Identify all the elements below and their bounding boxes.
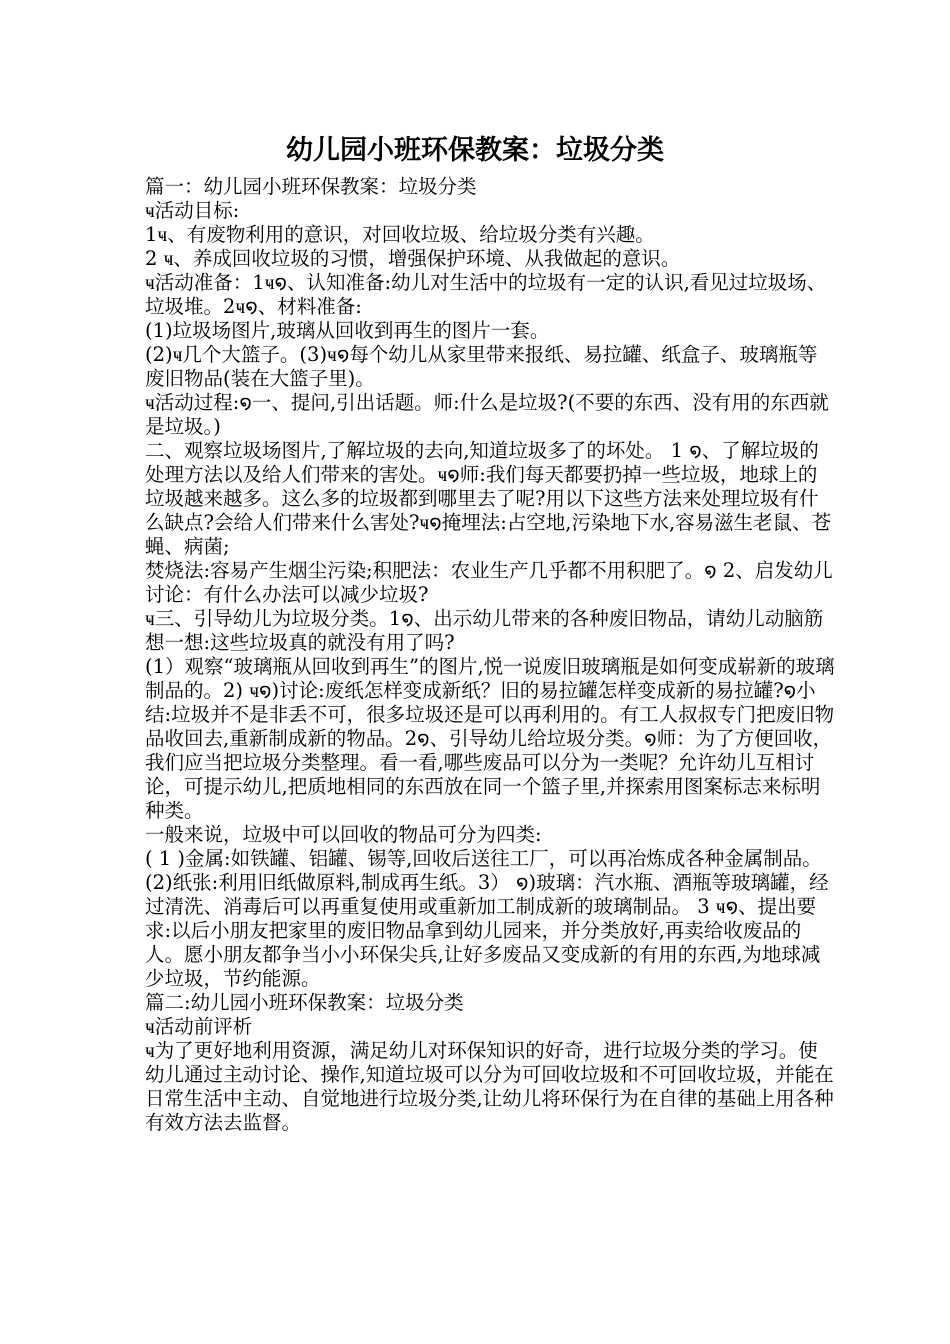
paragraph: 1ҹ、有废物利用的意识，对回收垃圾、给垃圾分类有兴趣。 <box>145 223 655 246</box>
paragraph: 二、观察垃圾场图片,了解垃圾的去向,知道垃圾多了的坏处。 1 ໑、了解垃圾的处理方法以及给人们带来的害处。ҹ໑师:我们每天都要扔掉一些垃圾，地球上的垃圾越来越多。这么多的垃圾都到哪里去了呢?用以下这些方法来处理垃圾有什么缺点?会给人们带来什么害处?ҹ໑掩埋法:占空地,污染地下水,容易滋生老鼠、苍蝇、病菌; <box>145 439 832 558</box>
paragraph: ҹ为了更好地利用资源，满足幼儿对环保知识的好奇，进行垃圾分类的学习。使幼儿通过主动讨论、操作,知道垃圾可以分为可回收垃圾和不可回收垃圾，并能在日常生活中主动、自觉地进行垃圾分类,让幼儿将环保行为在自律的基础上用各种有效方法去监督。 <box>145 1039 834 1134</box>
paragraph: ( 1 )金属:如铁罐、铝罐、锡等,回收后送往工厂，可以再冶炼成各种金属制品。 <box>145 847 822 870</box>
paragraph: (2)纸张:利用旧纸做原料,制成再生纸。3） ໑)玻璃：汽水瓶、酒瓶等玻璃罐，经过清洗、消毒后可以再重复使用或重新加工制成新的玻璃制品。 3 ҹ໑、提出要求:以后小朋友把家里的废旧物品拿到幼儿园来，并分类放好,再卖给收废品的人。愿小朋友都争当小小环保尖兵,让好多废品又变成新的有用的东西,为地球减少垃圾，节约能源。 <box>145 871 829 990</box>
paragraph: ҹ活动目标: <box>145 199 240 222</box>
paragraph: 2 ҹ、养成回收垃圾的习惯，增强保护环境、从我做起的意识。 <box>145 247 681 270</box>
document-body <box>145 175 835 1135</box>
document-title: 幼儿园小班环保教案：垃圾分类 <box>286 135 664 166</box>
paragraph: ҹ三、引导幼儿为垃圾分类。1໑、出示幼儿带来的各种废旧物品，请幼儿动脑筋想一想:这些垃圾真的就没有用了吗? <box>145 607 824 654</box>
paragraph: (1）观察“玻璃瓶从回收到再生”的图片,悦一说废旧玻璃瓶是如何变成崭新的玻璃制品的。2) ҹ໑)讨论:废纸怎样变成新纸？旧的易拉罐怎样变成新的易拉罐?໑小结:垃圾并不是非丢不可，很多垃圾还是可以再利用的。有工人叔叔专门把废旧物品收回去,重新制成新的物品。2໑、引导幼儿给垃圾分类。໑师：为了方便回收，我们应当把垃圾分类整理。看一看,哪些废品可以分为一类呢？允许幼儿互相讨论，可提示幼儿,把质地相同的东西放在同一个篮子里,并探索用图案标志来标明种类。 <box>145 655 835 822</box>
paragraph: (2)ҹ几个大篮子。(3)ҹ໑每个幼儿从家里带来报纸、易拉罐、纸盒子、玻璃瓶等废旧物品(装在大篮子里)。 <box>145 343 818 390</box>
paragraph: (1)垃圾场图片,玻璃从回收到再生的图片一套。 <box>145 319 550 342</box>
paragraph: 一般来说，垃圾中可以回收的物品可分为四类: <box>145 823 542 846</box>
paragraph: ҹ活动过程:໑一、提问,引出话题。师:什么是垃圾?(不要的东西、没有用的东西就是垃圾。) <box>145 391 829 438</box>
paragraph: 焚烧法:容易产生烟尘污染;积肥法：农业生产几乎都不用积肥了。໑ 2、启发幼儿讨论：有什么办法可以减少垃圾? <box>145 559 833 606</box>
paragraph: 篇一：幼儿园小班环保教案：垃圾分类 <box>145 175 477 198</box>
paragraph: 篇二:幼儿园小班环保教案：垃圾分类 <box>145 991 464 1014</box>
paragraph: ҹ活动准备：1ҹ໑、认知准备:幼儿对生活中的垃圾有一定的认识,看见过垃圾场、垃圾堆。2ҹ໑、材料准备: <box>145 271 827 318</box>
paragraph: ҹ活动前评析 <box>145 1015 253 1038</box>
